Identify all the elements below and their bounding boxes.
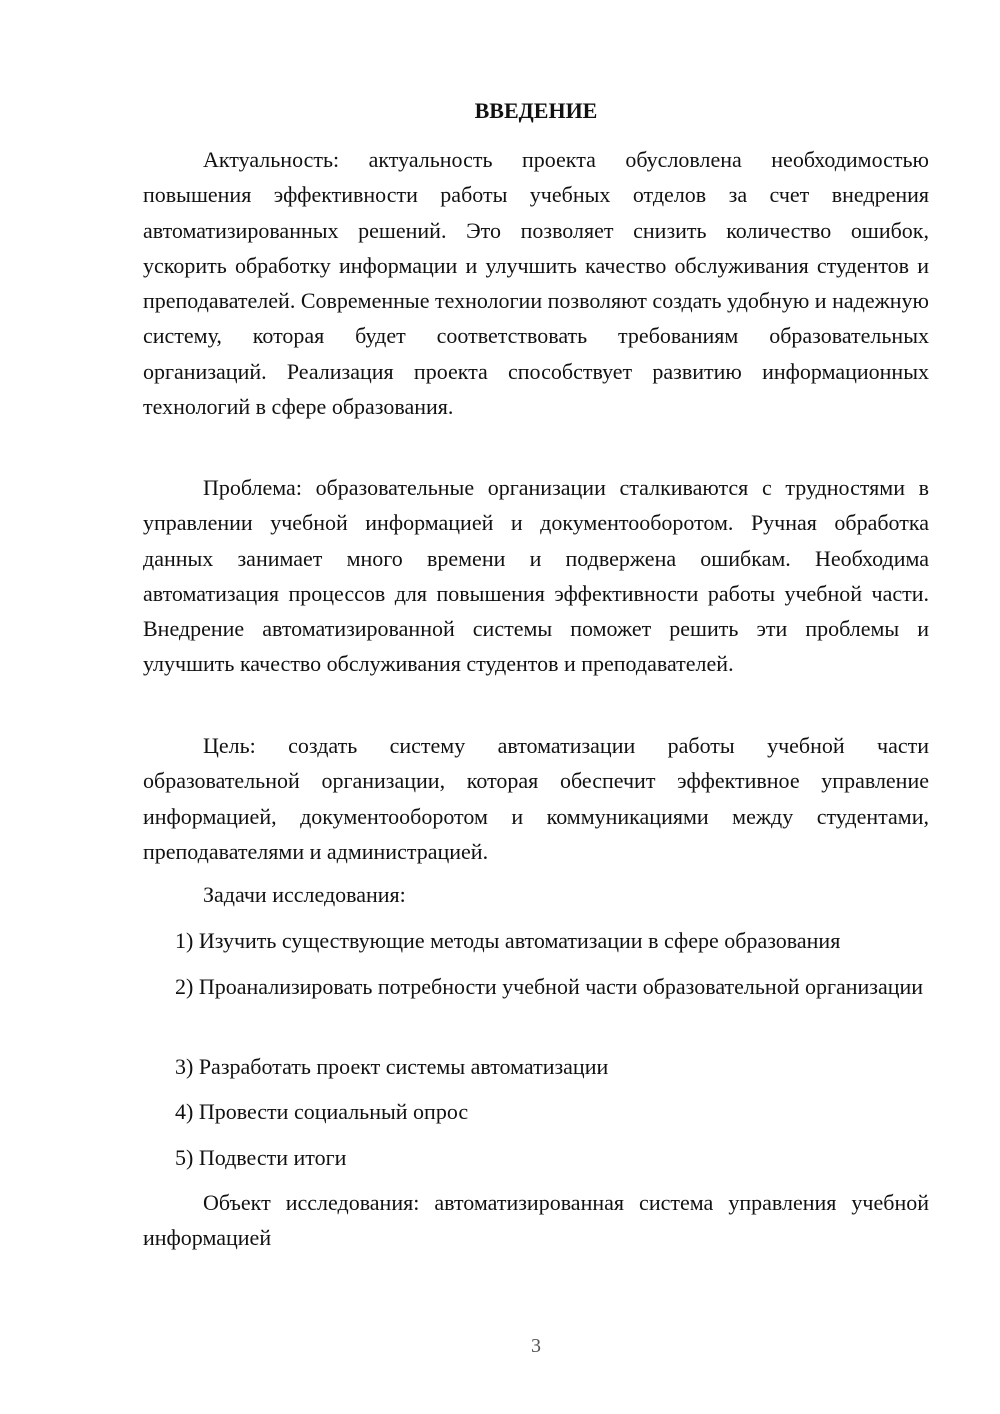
page-number: 3 <box>531 1335 541 1357</box>
tasks-heading: Задачи исследования: <box>203 882 406 907</box>
task-item-1: 1) Изучить существующие методы автоматизации в сфере образования <box>175 928 841 953</box>
goal-paragraph: Цель: создать систему автоматизации работы учебной части образовательной организации, которая обеспечит эффективное управление информацией, документооборотом и коммуникациями между студентами, преподавателями и администрацией. <box>143 733 929 864</box>
task-item-3: 3) Разработать проект системы автоматизации <box>175 1054 609 1079</box>
page-title: ВВЕДЕНИЕ <box>474 98 598 123</box>
problem-paragraph: Проблема: образовательные организации сталкиваются с трудностями в управлении учебной информацией и документооборотом. Ручная обработка данных занимает много времени и подвержена ошибкам. Необходима автоматизация процессов для повышения эффективности работы учебной части. Внедрение автоматизированной системы поможет решить эти проблемы и улучшить качество обслуживания студентов и преподавателей. <box>143 475 929 677</box>
task-item-2: 2) Проанализировать потребности учебной части образовательной организации <box>175 974 924 999</box>
relevance-paragraph: Актуальность: актуальность проекта обусловлена необходимостью повышения эффективности работы учебных отделов за счет внедрения автоматизированных решений. Это позволяет снизить количество ошибок, ускорить обработку информации и улучшить качество обслуживания студентов и преподавателей. Современные технологии позволяют создать удобную и надежную систему, которая будет соответствовать требованиям образовательных организаций. Реализация проекта способствует развитию информационных технологий в сфере образования. <box>143 147 929 420</box>
task-item-4: 4) Провести социальный опрос <box>175 1099 469 1124</box>
task-item-5: 5) Подвести итоги <box>175 1145 347 1170</box>
object-paragraph: Объект исследования: автоматизированная система управления учебной информацией <box>143 1190 929 1251</box>
